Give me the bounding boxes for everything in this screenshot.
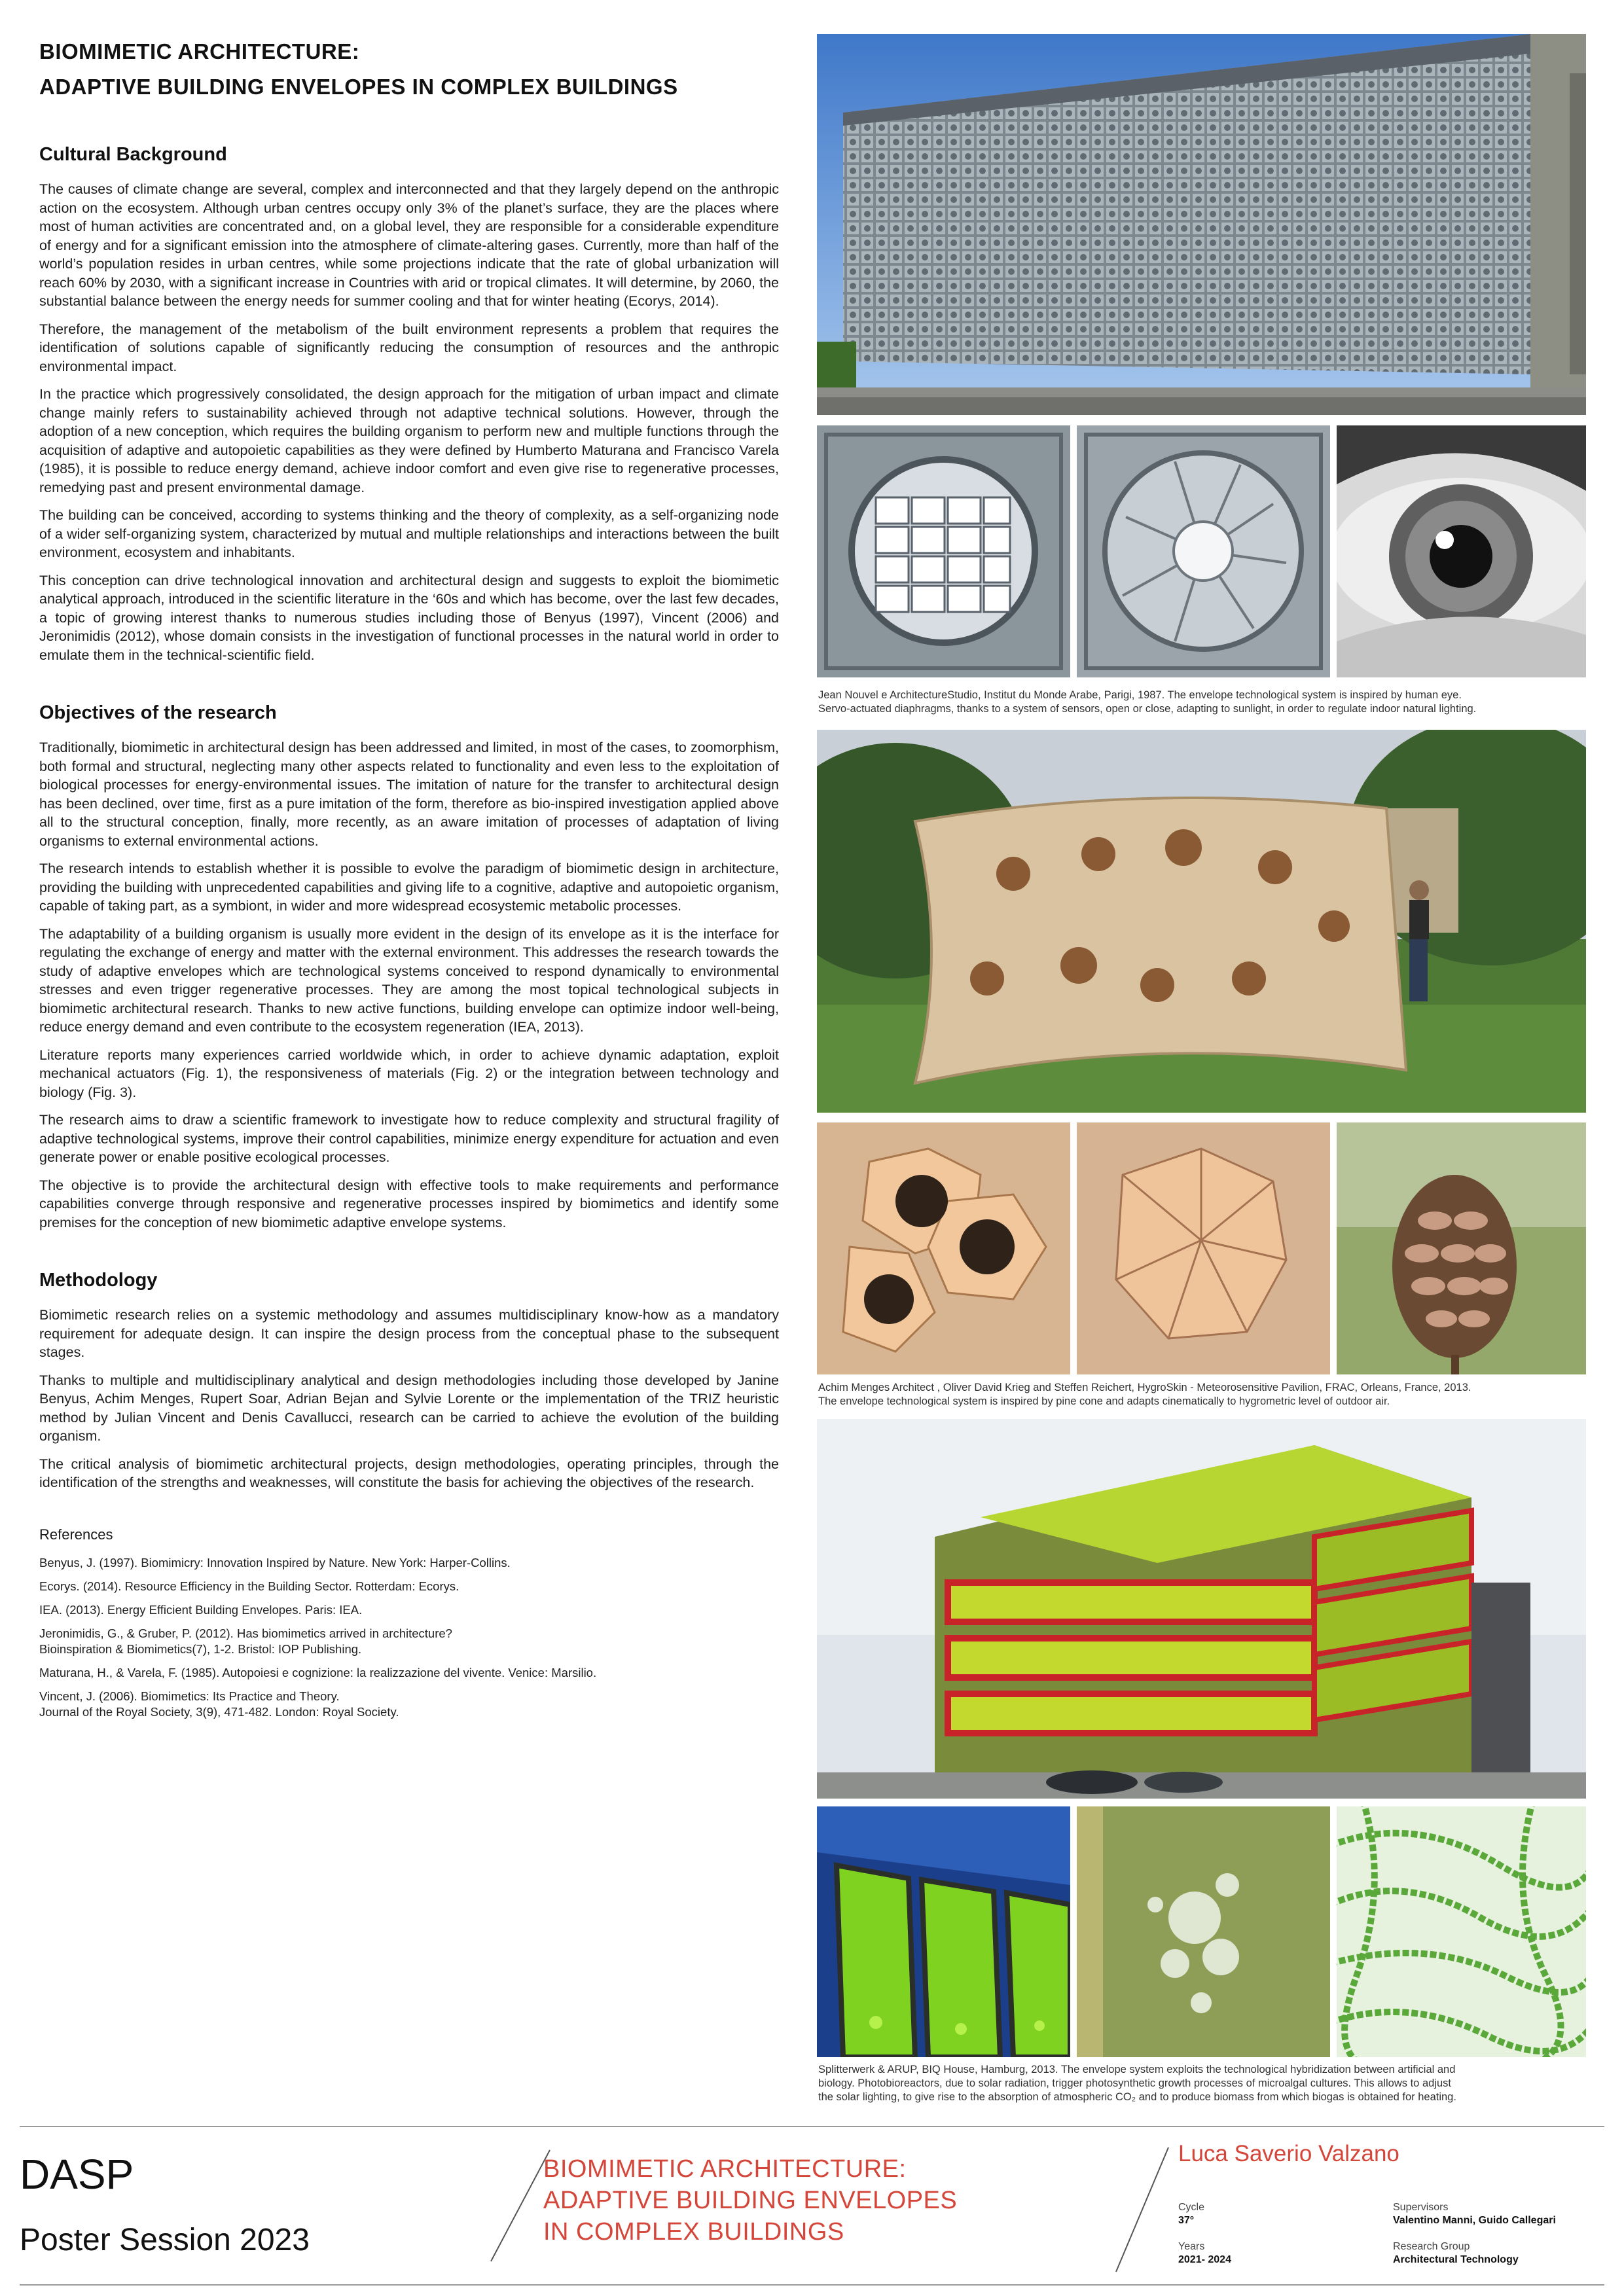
caption-line: Achim Menges Architect , Oliver David Krieg and Steffen Reichert, HygroSkin - Meteorosensitive Pavilion, FRAC, Orleans, France, 2013.: [818, 1382, 1471, 1393]
footer-bottom-rule: [20, 2284, 1604, 2286]
caption-line: Splitterwerk & ARUP, BIQ House, Hamburg, 2013. The envelope system exploits the technological hybridization between artificial and: [818, 2064, 1456, 2075]
cultural-heading: Cultural Background: [39, 144, 227, 165]
objectives-paragraph: The research intends to establish whether it is possible to evolve the paradigm of biomimetic design in architecture, providing the building with unprecedented capabilities and giving life to a cognitive, adaptive and autopoietic organism, capable of taking part, as a symbiont, in wider and more widespread ecosystemic metabolic processes.: [39, 861, 779, 914]
poster-title-line1: BIOMIMETIC ARCHITECTURE:: [39, 39, 360, 63]
caption-figure-1: [818, 689, 1587, 716]
photo-hygroskin-module-closed: [1077, 1122, 1330, 1374]
photo-hygroskin-pavilion: [817, 730, 1586, 1113]
objectives-paragraph: The research aims to draw a scientific framework to investigate how to reduce complexity and structural fragility of adaptive technological systems, improve their control capabilities, minimize energy expenditure for actuation and even generate power or enable positive ecological processes.: [39, 1112, 779, 1165]
caption-line: The envelope technological system is inspired by pine cone and adapts cinematically to hygrometric level of outdoor air.: [818, 1395, 1390, 1407]
footer-title-line: IN COMPLEX BUILDINGS: [543, 2218, 844, 2246]
cultural-paragraph: Therefore, the management of the metabolism of the built environment represents a problem that requires the identification of solutions capable of significantly reducing the consumption of resources and the anthropic environmental impact.: [39, 321, 779, 374]
reference-line: Journal of the Royal Society, 3(9), 471-482. London: Royal Society.: [39, 1704, 399, 1719]
footer-session: Poster Session 2023: [20, 2223, 310, 2257]
photo-diaphragm-open: [817, 425, 1070, 677]
reference-item: Benyus, J. (1997). Biomimicry: Innovation Inspired by Nature. New York: Harper-Collins.: [39, 1555, 511, 1570]
years-value: 2021- 2024: [1178, 2254, 1231, 2265]
photo-human-eye: [1337, 425, 1586, 677]
footer-title-line: ADAPTIVE BUILDING ENVELOPES: [543, 2187, 958, 2214]
cycle-value: 37°: [1178, 2215, 1195, 2226]
methodology-paragraph: Thanks to multiple and multidisciplinary analytical and design methodologies including those developed by Janine Benyus, Achim Menges, Rupert Soar, Adrian Bejan and Sylvie Lorente or the implementation of the TRIZ heuristic method by Julian Vincent and Denis Cavallucci, research can be carried to achieve the evolution of the building organism.: [39, 1372, 779, 1444]
photo-algae-bubbles: [1077, 1806, 1330, 2057]
photo-diaphragm-closing: [1077, 425, 1330, 677]
caption-line: the solar lighting, to give rise to the absorption of atmospheric CO₂ and to produce biomass from which biogas is obtained for heating.: [818, 2091, 1456, 2103]
research-group-value: Architectural Technology: [1393, 2254, 1519, 2265]
reference-line: Jeronimidis, G., & Gruber, P. (2012). Has biomimetics arrived in architecture?: [39, 1626, 452, 1640]
photo-hygroskin-module-open: [817, 1122, 1070, 1374]
footer-title: [543, 2153, 957, 2248]
footer-org: DASP: [20, 2151, 134, 2198]
methodology-heading: Methodology: [39, 1270, 158, 1291]
years-label: Years: [1178, 2241, 1205, 2252]
objectives-paragraph: The objective is to provide the architectural design with effective tools to make requirements and performance capabilities converge through responsive and regenerative processes inspired by biomimetics and identify some premises for the conception of new biomimetic adaptive envelope systems.: [39, 1177, 779, 1230]
photo-photobioreactor-panels: [817, 1806, 1070, 2057]
reference-item: IEA. (2013). Energy Efficient Building Envelopes. Paris: IEA.: [39, 1602, 363, 1617]
cultural-paragraph: In the practice which progressively consolidated, the design approach for the mitigation of urban impact and climate change mainly refers to sustainability achieved through not adaptive technical solutions. However, through the adoption of a new conception, which requires the building organism to perform new and multiple functions through the acquisition of adaptive and autopoietic capabilities as they were defined by Humberto Maturana and Francisco Varela (1985), it is possible to reduce energy demand, achieve indoor comfort and even give rise to regenerative processes, remedying past and present environmental damage.: [39, 386, 779, 495]
objectives-paragraph: Traditionally, biomimetic in architectural design has been addressed and limited, in most of the cases, to zoomorphism, both formal and structural, neglecting many other aspects related to functionality and even less to the exploitation of biological processes for energy-environmental issues. The imitation of nature for the transfer to architectural design has been declined, over time, first as a pure imitation of the form, therefore as bio-inspired investigation applied above all to the structural conception, finally, more recently, as an aware imitation of processes of adaptation of living organisms to external environmental actions.: [39, 740, 779, 849]
cycle-label: Cycle: [1178, 2202, 1205, 2213]
text-column: [39, 34, 779, 1728]
methodology-paragraph: The critical analysis of biomimetic architectural projects, design methodologies, operating principles, through the identification of the strengths and weaknesses, will constitute the basis for achieving the objectives of the research.: [39, 1456, 779, 1490]
photo-institut-monde-arabe: [817, 34, 1586, 415]
supervisors-value: Valentino Manni, Guido Callegari: [1393, 2215, 1556, 2226]
footer-divider-slash: [1113, 2144, 1172, 2275]
reference-item: [39, 1626, 779, 1657]
caption-figure-2: [818, 1381, 1587, 1408]
objectives-heading: Objectives of the research: [39, 702, 277, 723]
caption-line: biology. Photobioreactors, due to solar radiation, trigger photosynthetic growth processes of microalgal cultures. This allows to adjust: [818, 2077, 1451, 2089]
caption-line: Jean Nouvel e ArchitectureStudio, Institut du Monde Arabe, Parigi, 1987. The envelope technological system is inspired by human eye.: [818, 689, 1462, 701]
supervisors-label: Supervisors: [1393, 2202, 1449, 2213]
cultural-paragraph: This conception can drive technological innovation and architectural design and suggests to exploit the biomimetic analytical approach, introduced in the scientific literature in the ‘60s and which has become, over the last few decades, a topic of growing interest thanks to numerous studies including those of Benyus (1997), Vincent (2006) and Jeronimidis (2012), whose domain consists in the investigation of functional processes in the natural world in order to emulate them in the technical-scientific field.: [39, 572, 779, 663]
research-group-label: Research Group: [1393, 2241, 1470, 2252]
reference-line: Bioinspiration & Biomimetics(7), 1-2. Bristol: IOP Publishing.: [39, 1641, 362, 1656]
cultural-paragraph: The building can be conceived, according to systems thinking and the theory of complexity, as a self-organizing node of a wider self-organizing system, characterized by mutual and multiple relationships and interactions between the built environment, ecosystem and inhabitants.: [39, 507, 779, 560]
author-name: Luca Saverio Valzano: [1178, 2141, 1399, 2166]
objectives-paragraph: The adaptability of a building organism is usually more evident in the design of its envelope as it is the interface for regulating the exchange of energy and matter with the external environment. This addresses the research towards the study of adaptive envelopes which are technological systems conceived to respond dynamically to environmental stresses and even trigger regenerative processes. They are among the most topical technological subjects in biomimetic architectural research. Thanks to new active functions, building envelope can optimize indoor well-being, reduce energy demand and even contribute to the ecosystem regeneration (IEA, 2013).: [39, 925, 779, 1035]
photo-microalgae-microscope: [1337, 1806, 1586, 2057]
reference-item: Ecorys. (2014). Resource Efficiency in the Building Sector. Rotterdam: Ecorys.: [39, 1579, 460, 1593]
reference-item: [39, 1689, 779, 1720]
references-heading: References: [39, 1526, 113, 1543]
footer-title-line: BIOMIMETIC ARCHITECTURE:: [543, 2155, 907, 2183]
poster-title-line2: ADAPTIVE BUILDING ENVELOPES IN COMPLEX BUILDINGS: [39, 75, 678, 99]
methodology-paragraph: Biomimetic research relies on a systemic methodology and assumes multidisciplinary know-how as a mandatory requirement for adequate design. It can inspire the design process from the conceptual phase to the subsequent stages.: [39, 1307, 779, 1360]
cultural-paragraph: The causes of climate change are several, complex and interconnected and that they largely depend on the anthropic action on the ecosystem. Although urban centres occupy only 3% of the planet’s surface, they are the places where most of human activities are concentrated and, on a global level, they are responsible for a considerable expenditure of energy and for a significant emission into the atmosphere of climate-altering gases. Currently, more than half of the world’s population resides in urban centres, while some projections indicate that the rate of global urbanization will reach 60% by 2030, with a significant increase in Countries with arid or tropical climates. It will determine, by 2060, the substantial balance between the energy needs for summer cooling and that for winter heating (Ecorys, 2014).: [39, 181, 779, 309]
photo-biq-house: [817, 1419, 1586, 1799]
reference-line: Vincent, J. (2006). Biomimetics: Its Practice and Theory.: [39, 1689, 340, 1703]
objectives-paragraph: Literature reports many experiences carried worldwide which, in order to achieve dynamic adaptation, exploit mechanical actuators (Fig. 1), the responsiveness of materials (Fig. 2) or the integration between technology and biology (Fig. 3).: [39, 1047, 779, 1100]
caption-figure-3: [818, 2063, 1587, 2104]
caption-line: Servo-actuated diaphragms, thanks to a system of sensors, open or close, adapting to sunlight, in order to regulate indoor natural lighting.: [818, 703, 1477, 715]
footer-top-rule: [20, 2126, 1604, 2127]
photo-pine-cone: [1337, 1122, 1586, 1374]
reference-item: Maturana, H., & Varela, F. (1985). Autopoiesi e cognizione: la realizzazione del vivente. Venice: Marsilio.: [39, 1665, 597, 1679]
